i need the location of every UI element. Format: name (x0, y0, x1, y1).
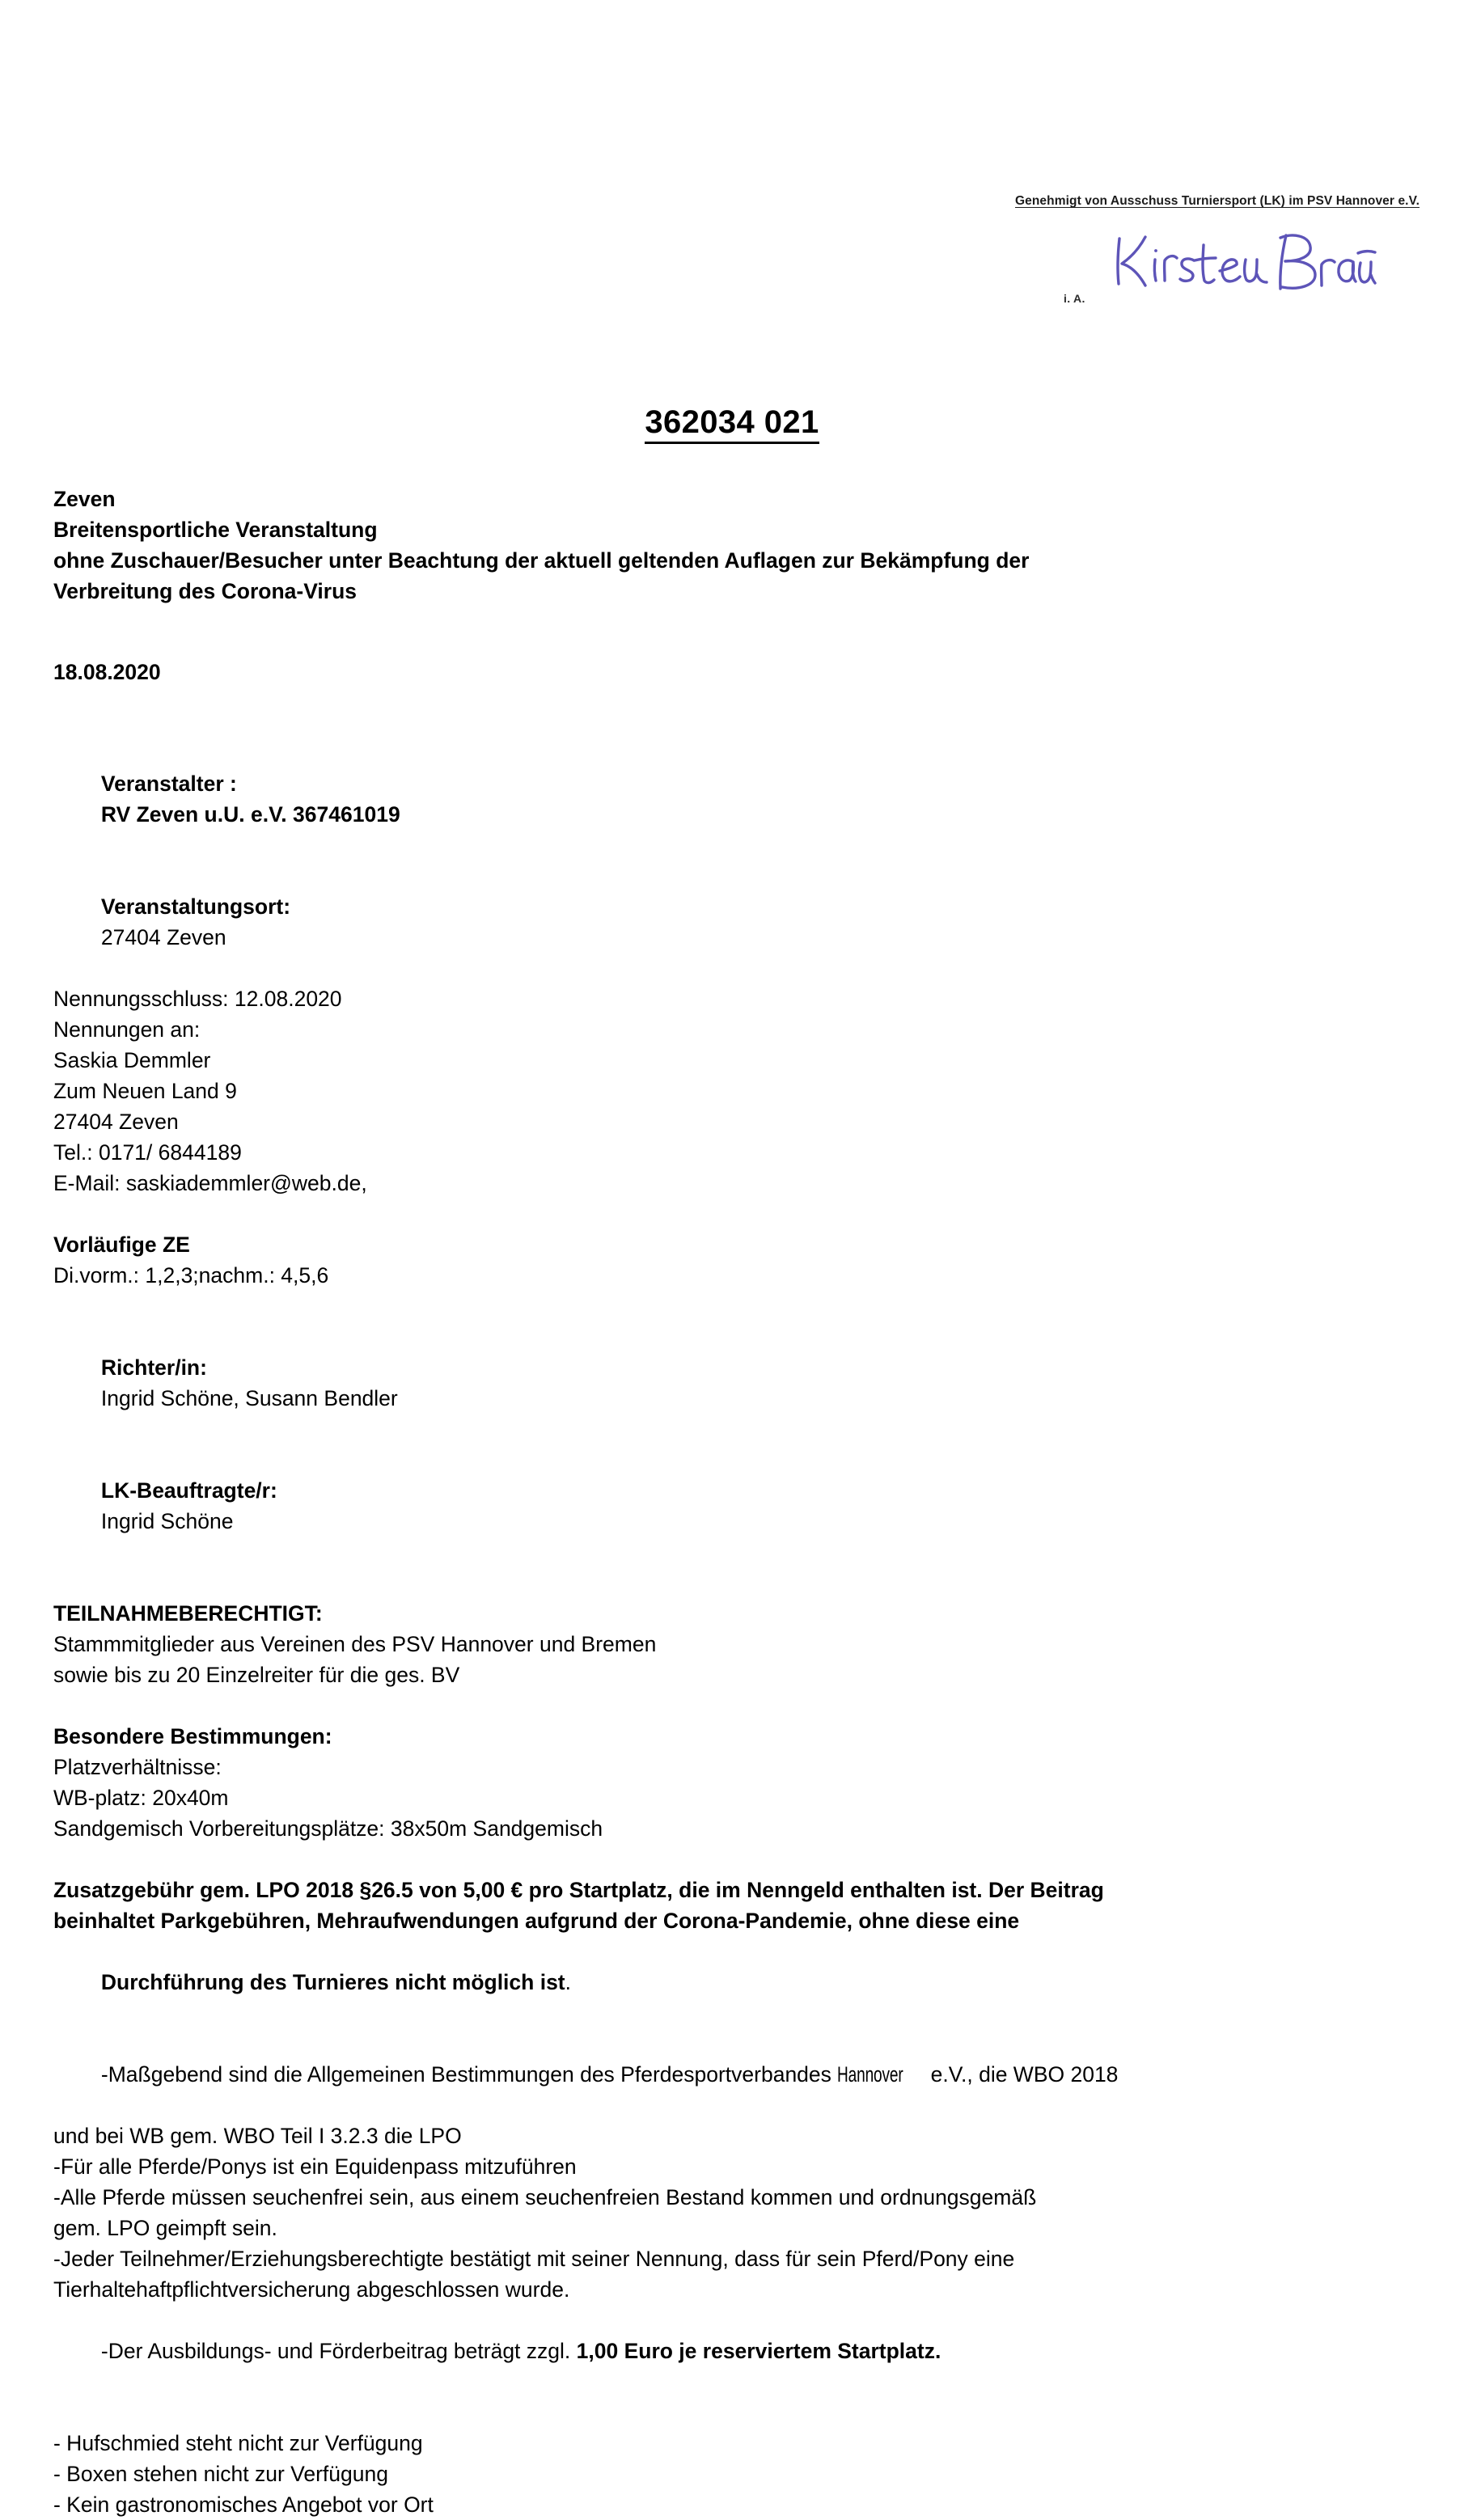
contact-name: Saskia Demmler (53, 1048, 211, 1072)
contact-phone: Tel.: 0171/ 6844189 (53, 1140, 242, 1165)
officials-block (53, 1321, 1386, 1567)
venue-label: Veranstaltungsort: (100, 894, 291, 919)
special-conditions-heading: Besondere Bestimmungen: (53, 1724, 332, 1748)
organizer-block (53, 738, 1386, 1199)
judges-label: Richter/in: (100, 1355, 207, 1380)
warmup-arena-size: Sandgemisch Vorbereitungsplätze: 38x50m Sandgemisch (53, 1816, 603, 1841)
rule-1-organisation-name: Hannover (837, 2062, 903, 2087)
lk-officer-value: Ingrid Schöne (100, 1509, 234, 1533)
rule-item-4-line-2: Tierhaltehaftpflichtversicherung abgeschlossen wurde. (53, 2277, 570, 2302)
fee-line-2: beinhaltet Parkgebühren, Mehraufwendungen aufgrund der Corona-Pandemie, ohne diese eine (53, 1909, 1020, 1933)
rule-item-3-line-1: -Alle Pferde müssen seuchenfrei sein, aus einem seuchenfreien Bestand kommen und ordnungsgemäß (53, 2185, 1037, 2209)
fee-line-3 (53, 1936, 1386, 2028)
special-conditions-block (53, 1721, 1386, 1844)
notice-catering: - Kein gastronomisches Angebot vor Ort (53, 2493, 434, 2517)
signature-kirsten-braun (1108, 224, 1375, 305)
competition-arena-size: WB-platz: 20x40m (53, 1786, 229, 1810)
entry-deadline: Nennungsschluss: 12.08.2020 (53, 987, 342, 1011)
lk-officer-row (53, 1444, 1386, 1567)
approval-block (821, 194, 1420, 307)
contact-city: 27404 Zeven (53, 1110, 179, 1134)
rule-1-text-b: e.V., die WBO 2018 (925, 2062, 1119, 2087)
rule-item-1-line-1 (53, 2028, 1386, 2120)
rules-block (53, 2028, 1386, 2397)
document-number-text: 362034 021 (645, 404, 819, 444)
organizer-value: RV Zeven u.U. e.V. 367461019 (100, 802, 400, 827)
judges-value: Ingrid Schöne, Susann Bendler (100, 1386, 398, 1410)
notice-stables: - Boxen stehen nicht zur Verfügung (53, 2462, 388, 2486)
intro-covid-line-2: Verbreitung des Corona-Virus (53, 579, 358, 603)
eligibility-block (53, 1598, 1386, 1690)
fee-line-3-tail: . (565, 1970, 572, 1994)
signature-area (821, 209, 1420, 307)
eligibility-line-2: sowie bis zu 20 Einzelreiter für die ges. BV (53, 1663, 460, 1687)
contact-street: Zum Neuen Land 9 (53, 1079, 237, 1103)
approval-header-text: Genehmigt von Ausschuss Turniersport (LK) im PSV Hannover e.V. (1014, 194, 1420, 208)
rule-item-5 (53, 2305, 1386, 2397)
document-number-title (0, 404, 1464, 444)
rule-item-4-line-1: -Jeder Teilnehmer/Erziehungsberechtigte bestätigt mit seiner Nennung, dass für sein Pferd/Pony eine (53, 2247, 1015, 2271)
intro-event-type: Breitensportliche Veranstaltung (53, 518, 378, 542)
schedule-heading: Vorläufige ZE (53, 1233, 190, 1257)
judges-row (53, 1321, 1386, 1444)
eligibility-line-1: Stammmitglieder aus Vereinen des PSV Hannover und Bremen (53, 1632, 657, 1656)
intro-covid-line-1: ohne Zuschauer/Besucher unter Beachtung der aktuell geltenden Auflagen zur Bekämpfung der (53, 548, 1030, 573)
venue-row (53, 860, 1386, 983)
schedule-block (53, 1229, 1386, 1291)
notice-farrier: - Hufschmied steht nicht zur Verfügung (53, 2431, 423, 2455)
ground-conditions-label: Platzverhältnisse: (53, 1755, 222, 1779)
lk-officer-label: LK-Beauftragte/r: (100, 1478, 277, 1503)
rule-item-1-line-2: und bei WB gem. WBO Teil I 3.2.3 die LPO (53, 2124, 462, 2148)
fee-paragraph-block (53, 1875, 1386, 2028)
contact-email: E-Mail: saskiademmler@web.de, (53, 1171, 367, 1195)
schedule-times: Di.vorm.: 1,2,3;nachm.: 4,5,6 (53, 1263, 329, 1287)
rule-5-text: -Der Ausbildungs- und Förderbeitrag beträgt zzgl. (100, 2339, 577, 2363)
fee-line-3-bold: Durchführung des Turnieres nicht möglich ist (100, 1970, 565, 1994)
document-body (53, 484, 1386, 2520)
venue-value: 27404 Zeven (100, 925, 226, 949)
intro-location: Zeven (53, 487, 116, 511)
rule-1-text-a: -Maßgebend sind die Allgemeinen Bestimmungen des Pferdesportverbandes (100, 2062, 838, 2087)
notices-block (53, 2428, 1386, 2520)
organizer-label: Veranstalter : (100, 772, 237, 796)
entries-to-label: Nennungen an: (53, 1017, 201, 1042)
by-order-label: i. A. (1064, 291, 1085, 305)
organizer-row (53, 738, 1386, 860)
eligibility-heading: TEILNAHMEBERECHTIGT: (53, 1601, 323, 1626)
rule-item-3-line-2: gem. LPO geimpft sein. (53, 2216, 277, 2240)
rule-5-amount: 1,00 Euro je reserviertem Startplatz. (576, 2339, 941, 2363)
event-date: 18.08.2020 (53, 660, 161, 684)
rule-item-2: -Für alle Pferde/Ponys ist ein Equidenpass mitzuführen (53, 2154, 577, 2179)
fee-line-1: Zusatzgebühr gem. LPO 2018 §26.5 von 5,00 € pro Startplatz, die im Nenngeld enthalten ist. Der Beitrag (53, 1878, 1104, 1902)
intro-block (53, 484, 1386, 607)
